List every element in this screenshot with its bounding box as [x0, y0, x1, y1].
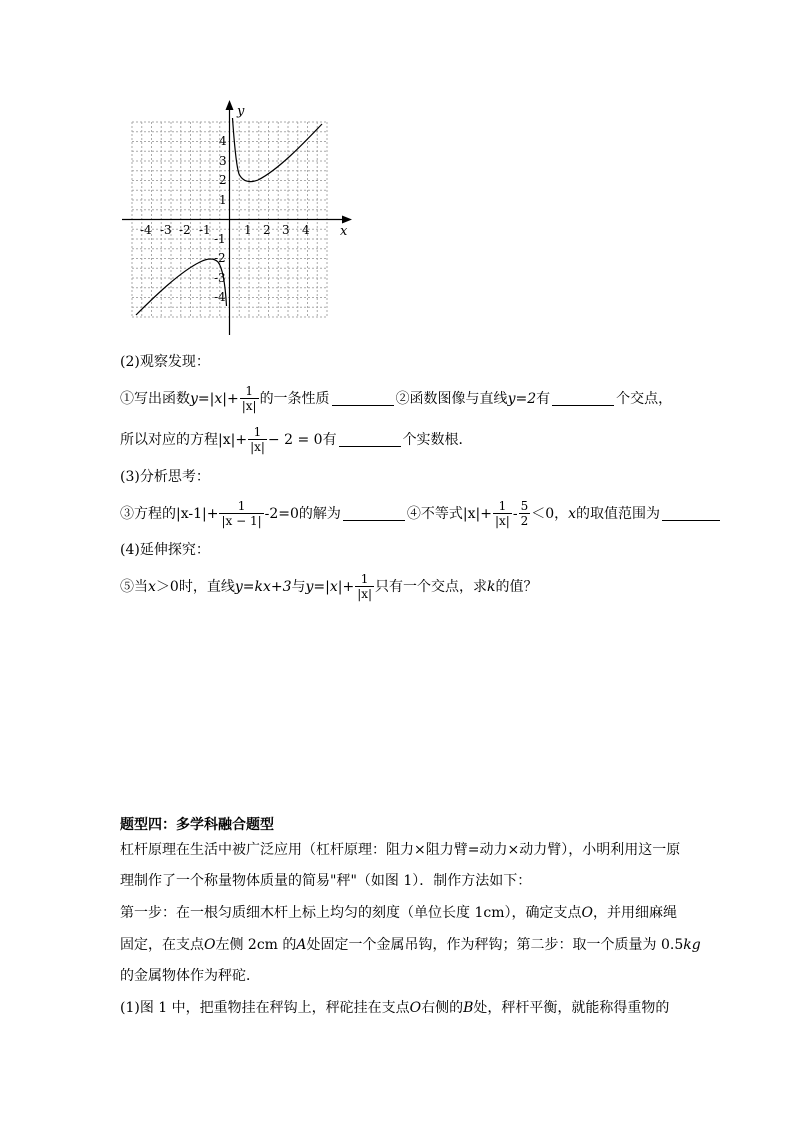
paragraph-line: 杠杆原理在生活中被广泛应用（杠杆原理：阻力×阻力臂=动力×动力臂），小明利用这一原 — [120, 842, 681, 858]
y-tick-label: 2 — [219, 173, 227, 187]
x-tick-label: -4 — [140, 223, 152, 237]
answer-blank[interactable] — [662, 506, 720, 521]
x-tick-label: -2 — [179, 223, 191, 237]
fraction-1-over-abs-x: $\frac{1}{|x|}$ — [250, 425, 265, 454]
y-tick-label: -1 — [214, 232, 226, 246]
y-tick-label: -2 — [214, 251, 226, 265]
y-axis-label: y — [237, 104, 245, 119]
paragraph-line: 理制作了一个称量物体质量的简易"秤"（如图 1）．制作方法如下： — [120, 873, 532, 889]
y-tick-label: -4 — [214, 290, 226, 304]
y-tick-label: 3 — [219, 154, 227, 168]
section-title: 题型四：多学科融合题型 — [120, 817, 274, 833]
paragraph-line: 的金属物体作为秤砣． — [120, 968, 260, 984]
fraction-1-over-abs-x: $\frac{1}{|x|}$ — [357, 572, 373, 601]
question-line-3: ③方程的|x-1|+ $\frac{1}{|x - 1|}$ -2=0的解为 ④不等式|x|+ $\frac{1}{|x|}$ - $\frac{5}{2}$ ＜0，x的取值范围为 — [120, 499, 722, 528]
paragraph-line: 第一步：在一根匀质细木杆上标上均匀的刻度（单位长度 1cm），确定支点O，并用细麻绳 — [120, 905, 677, 921]
answer-blank[interactable] — [343, 506, 405, 521]
fraction-5-over-2: $\frac{5}{2}$ — [520, 499, 529, 528]
question-line-5: ⑤当x＞0时，直线y=kx+3与y=|x|+ $\frac{1}{|x|}$ 只有一个交点，求k的值？ — [120, 572, 538, 601]
y-axis-arrow — [226, 100, 234, 110]
paragraph-line: (1)图 1 中，把重物挂在秤钩上，秤砣挂在支点O右侧的B处，秤杆平衡，就能称得重物的 — [120, 1000, 670, 1016]
section-4-heading: (4)延伸探究： — [120, 542, 210, 558]
x-tick-label: -3 — [160, 223, 172, 237]
x-tick-label: 3 — [282, 223, 290, 237]
paragraph-line: 固定，在支点O左侧 2cm 的A处固定一个金属吊钩，作为秤钩；第二步：取一个质量为 0.5kg — [120, 937, 701, 953]
section-2-heading: (2)观察发现： — [120, 354, 210, 370]
question-line-1: ①写出函数y=|x|+ $\frac{1}{|x|}$ 的一条性质 ②函数图像与直线y=2有 个交点， — [120, 384, 673, 413]
x-tick-label: 1 — [244, 223, 252, 237]
fraction-1-over-abs-x-minus-1: $\frac{1}{|x - 1|}$ — [221, 499, 262, 528]
function-graph — [118, 100, 358, 340]
answer-blank[interactable] — [552, 391, 614, 406]
answer-blank[interactable] — [339, 432, 401, 447]
y-tick-label: -3 — [214, 271, 226, 285]
fraction-1-over-abs-x: $\frac{1}{|x|}$ — [494, 499, 510, 528]
y-tick-label: 1 — [219, 193, 227, 207]
fraction-1-over-abs-x: $\frac{1}{|x|}$ — [241, 384, 257, 413]
answer-blank[interactable] — [332, 391, 394, 406]
x-tick-label: -1 — [199, 223, 211, 237]
question-line-2: 所以对应的方程|x|+ $\frac{1}{|x|}$ − 2 = 0有 个实数根． — [120, 425, 473, 454]
x-tick-label: 2 — [263, 223, 271, 237]
y-tick-label: 4 — [219, 134, 227, 148]
section-3-heading: (3)分析思考： — [120, 469, 210, 485]
x-axis-label: x — [340, 224, 348, 239]
x-tick-label: 4 — [302, 223, 310, 237]
x-axis-arrow — [342, 216, 352, 224]
curve-positive-branch — [233, 118, 323, 182]
